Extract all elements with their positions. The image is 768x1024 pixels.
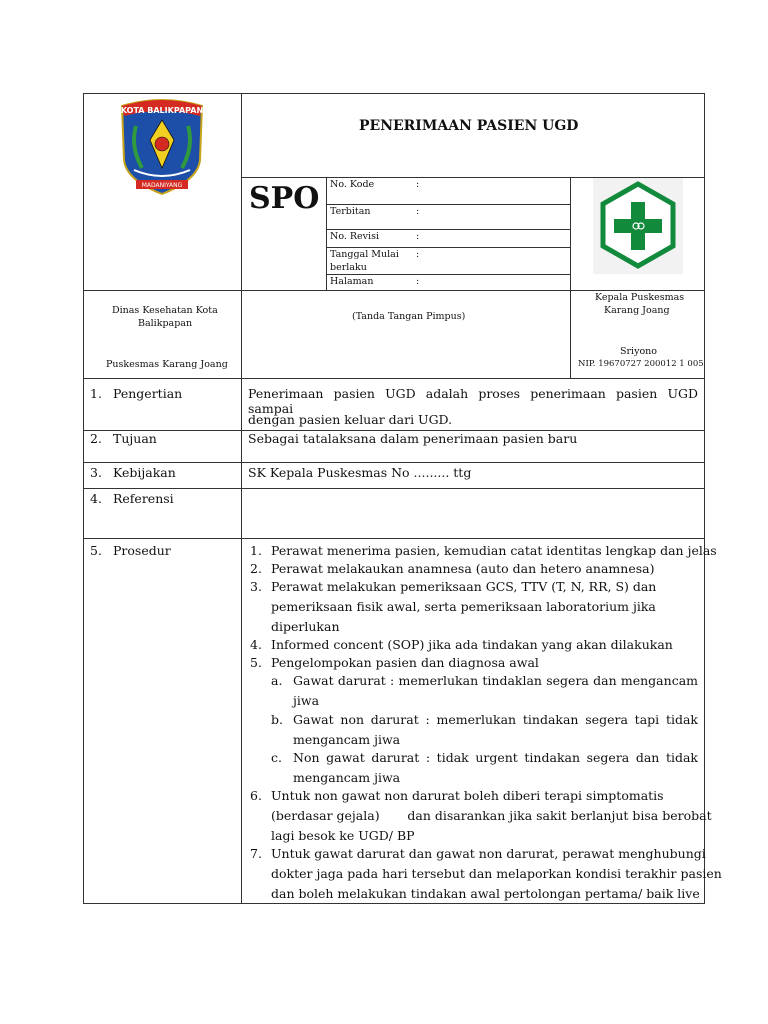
row-1-text-line2: dengan pasien keluar dari UGD. [248, 412, 453, 427]
list-item-cont: dan boleh melakukan tindakan awal pertolongan pertama/ baik live [271, 886, 700, 901]
row-1-num: 1. [90, 386, 102, 401]
field-halaman-label: Halaman [330, 276, 374, 287]
field-no-kode-label: No. Kode [330, 179, 375, 190]
row-2-num: 2. [90, 431, 102, 446]
left-org: Dinas Kesehatan Kota [112, 305, 218, 316]
field-no-revisi-sep: : [416, 231, 420, 242]
row-3-label: Kebijakan [113, 465, 176, 480]
row-1-label: Pengertian [113, 386, 183, 401]
spo-label: SPO [249, 181, 320, 216]
field-tanggal-sep: : [416, 249, 420, 260]
right-title-2: Karang Joang [604, 305, 670, 316]
field-no-revisi-label: No. Revisi [330, 231, 379, 242]
row-2-text: Sebagai tatalaksana dalam penerimaan pasien baru [248, 431, 578, 446]
row-2-label: Tujuan [113, 431, 157, 446]
list-item: Untuk non gawat non darurat boleh diberi terapi simptomatis [271, 788, 664, 803]
sub-item: Gawat non darurat : memerlukan tindakan segera tapi tidak [293, 712, 698, 727]
list-item-cont: pemeriksaan fisik awal, serta pemeriksaan laboratorium jika [271, 599, 656, 614]
signature-placeholder: (Tanda Tangan Pimpus) [352, 311, 466, 322]
field-tanggal-label: Tanggal Mulai [330, 249, 399, 260]
list-item: Perawat menerima pasien, kemudian catat identitas lengkap dan jelas [271, 543, 717, 558]
row-4-label: Referensi [113, 491, 174, 506]
sub-item-letter: a. [271, 673, 283, 688]
right-title: Kepala Puskesmas [595, 292, 685, 303]
list-item: Informed concent (SOP) jika ada tindakan yang akan dilakukan [271, 637, 673, 652]
list-item-number: 2. [250, 561, 262, 576]
list-item-cont: diperlukan [271, 619, 340, 634]
list-item-cont: lagi besok ke UGD/ BP [271, 828, 415, 843]
sub-item: Non gawat darurat : tidak urgent tindakan segera dan tidak [293, 750, 698, 765]
list-item: Perawat melakukan pemeriksaan GCS, TTV (T, N, RR, S) dan [271, 579, 657, 594]
field-no-kode-sep: : [416, 179, 420, 190]
field-tanggal-label2: berlaku [330, 262, 367, 273]
list-item: Pengelompokan pasien dan diagnosa awal [271, 655, 539, 670]
list-item-number: 3. [250, 579, 262, 594]
right-name: Sriyono [620, 346, 658, 357]
list-item-number: 5. [250, 655, 262, 670]
city-logo [116, 96, 208, 196]
puskesmas-logo [593, 178, 683, 274]
list-item-number: 6. [250, 788, 262, 803]
page-title: PENERIMAAN PASIEN UGD [359, 118, 579, 134]
row-1-text-line1: Penerimaan pasien UGD adalah proses penerimaan pasien UGD sampai [248, 386, 698, 416]
row-5-label: Prosedur [113, 543, 171, 558]
svg-text:KOTA BALIKPAPAN: KOTA BALIKPAPAN [120, 106, 204, 115]
row-4-num: 4. [90, 491, 102, 506]
svg-text:MADANIYANG: MADANIYANG [141, 182, 183, 189]
sub-item-cont: mengancam jiwa [293, 770, 401, 785]
row-3-text: SK Kepala Puskesmas No ......... ttg [248, 465, 472, 480]
sub-item-cont: jiwa [293, 693, 320, 708]
right-nip: NIP. 19670727 200012 1 005 [578, 359, 704, 369]
sub-item: Gawat darurat : memerlukan tindaklan segera dan mengancam [293, 673, 698, 688]
left-unit: Puskesmas Karang Joang [106, 359, 228, 370]
field-halaman-sep: : [416, 276, 420, 287]
field-terbitan-label: Terbitan [330, 206, 371, 217]
field-terbitan-sep: : [416, 206, 420, 217]
list-item-number: 7. [250, 846, 262, 861]
list-item-cont: dokter jaga pada hari tersebut dan melaporkan kondisi terakhir pasien [271, 866, 722, 881]
sub-item-letter: b. [271, 712, 283, 727]
sub-item-cont: mengancam jiwa [293, 732, 401, 747]
list-item: Untuk gawat darurat dan gawat non darurat, perawat menghubungi [271, 846, 706, 861]
list-item: Perawat melakaukan anamnesa (auto dan hetero anamnesa) [271, 561, 655, 576]
list-item-cont: (berdasar gejala) dan disarankan jika sakit berlanjut bisa berobat [271, 808, 712, 823]
left-org-2: Balikpapan [138, 318, 193, 329]
row-3-num: 3. [90, 465, 102, 480]
sub-item-letter: c. [271, 750, 282, 765]
list-item-number: 4. [250, 637, 262, 652]
row-5-num: 5. [90, 543, 102, 558]
list-item-number: 1. [250, 543, 262, 558]
